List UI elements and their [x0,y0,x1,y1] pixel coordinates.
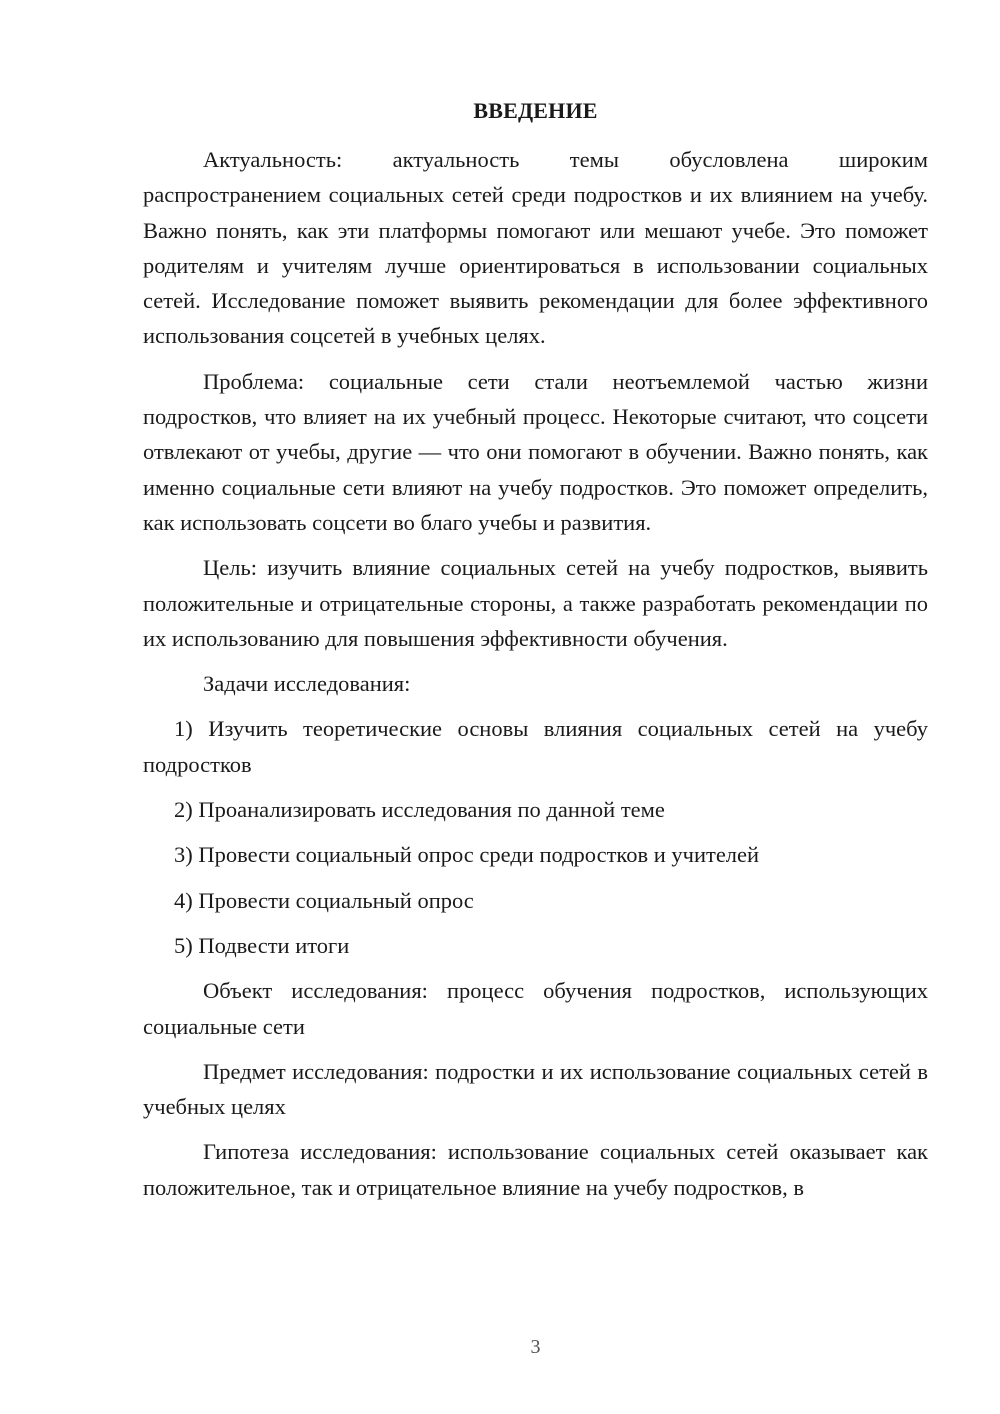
document-page [143,0,928,1414]
paragraph-relevance: Актуальность: актуальность темы обусловлена широким распространением социальных сетей среди подростков и их влиянием на учебу. Важно понять, как эти платформы помогают или мешают учебе. Это поможет родителям и учителям лучше ориентироваться в использовании социальных сетей. Исследование поможет выявить рекомендации для более эффективного использования соцсетей в учебных целях. [143,147,928,349]
task-item-1: 1) Изучить теоретические основы влияния социальных сетей на учебу подростков [143,716,928,777]
paragraph-hypothesis: Гипотеза исследования: использование социальных сетей оказывает как положительное, так и отрицательное влияние на учебу подростков, в [143,1139,928,1200]
task-item-4: 4) Провести социальный опрос [174,887,474,913]
paragraph-tasks-heading: Задачи исследования: [203,671,411,697]
task-item-2: 2) Проанализировать исследования по данной теме [174,797,665,823]
section-heading: ВВЕДЕНИЕ [473,98,598,123]
document-body [143,142,928,1205]
paragraph-problem: Проблема: социальные сети стали неотъемлемой частью жизни подростков, что влияет на их учебный процесс. Некоторые считают, что соцсети отвлекают от учебы, другие — что они помогают в обучении. Важно понять, как именно социальные сети влияют на учебу подростков. Это поможет определить, как использовать соцсети во благо учебы и развития. [143,368,928,535]
paragraph-goal: Цель: изучить влияние социальных сетей на учебу подростков, выявить положительные и отрицательные стороны, а также разработать рекомендации по их использованию для повышения эффективности обучения. [143,555,928,651]
task-item-5: 5) Подвести итоги [174,932,350,958]
page-number: 3 [530,1336,541,1358]
paragraph-object: Объект исследования: процесс обучения подростков, использующих социальные сети [143,978,928,1039]
paragraph-subject: Предмет исследования: подростки и их использование социальных сетей в учебных целях [143,1058,928,1120]
task-item-3: 3) Провести социальный опрос среди подростков и учителей [174,842,760,868]
